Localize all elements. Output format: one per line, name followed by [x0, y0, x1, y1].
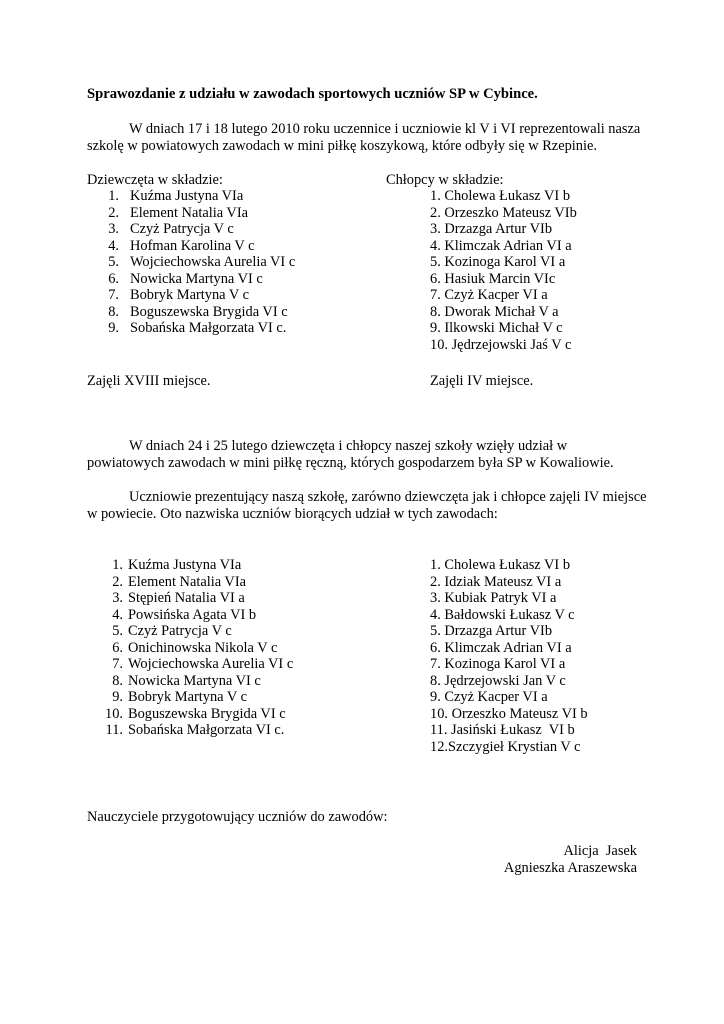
handball-paragraph: [87, 438, 647, 472]
list-item: 2. Idziak Mateusz VI a: [430, 573, 562, 590]
basketball-boys-list: [430, 188, 577, 353]
list-item-number: 4.: [112, 606, 123, 623]
list-item-number: 6.: [108, 270, 119, 287]
list-item: 7. Czyż Kacper VI a: [430, 287, 548, 303]
list-item-name: Wojciechowska Aurelia VI c: [130, 254, 296, 270]
list-item: 1. Cholewa Łukasz VI b: [430, 557, 571, 573]
list-item: [94, 270, 263, 288]
list-item-number: 3.: [112, 590, 123, 606]
list-item: 4. Bałdowski Łukasz V c: [430, 606, 575, 623]
list-item: [94, 188, 244, 205]
basketball-paragraph-text: W dniach 17 i 18 lutego 2010 roku uczennice i uczniowie kl V i VI reprezentowali nasza szkolę w powiatowych zawodach w mini piłkę koszykową, które odbyły się w Rzepinie.: [87, 121, 641, 154]
list-item-name: Czyż Patrycja V c: [128, 623, 232, 639]
list-item: 9. Czyż Kacper VI a: [430, 689, 548, 705]
list-item: [94, 287, 249, 304]
list-item-number: 10.: [105, 705, 123, 722]
list-item: [94, 237, 255, 255]
girls-header: Dziewczęta w składzie:: [87, 172, 223, 188]
list-item-name: Nowicka Martyna VI c: [128, 672, 261, 689]
girls-result: Zajęli XVIII miejsce.: [87, 373, 211, 389]
list-item-number: 2.: [108, 204, 119, 221]
list-item-number: 5.: [112, 623, 123, 639]
list-item-name: Hofman Karolina V c: [130, 237, 255, 254]
list-item: [99, 573, 247, 591]
teacher-name-2: Agnieszka Araszewska: [503, 860, 637, 876]
list-item: 5. Drzazga Artur VIb: [430, 623, 553, 639]
handball-boys-list: [430, 557, 588, 755]
list-item: 12.Szczygieł Krystian V c: [430, 738, 581, 755]
teacher-name-1: Alicja Jasek: [563, 843, 637, 859]
list-item-number: 7.: [112, 656, 123, 672]
list-item: [99, 705, 286, 723]
list-item-number: 4.: [108, 237, 119, 254]
list-item-number: 5.: [108, 254, 119, 270]
results-paragraph-text: Uczniowie prezentujący naszą szkołę, zarówno dziewczęta jak i chłopce zajęli IV miejsce w powiecie. Oto nazwiska uczniów biorących udział w tych zawodach:: [87, 489, 647, 522]
list-item-number: 3.: [108, 221, 119, 237]
list-item: [99, 639, 278, 657]
handball-girls-list: [99, 557, 294, 739]
list-item: [94, 221, 234, 238]
list-item-number: 9.: [112, 689, 123, 705]
list-item-number: 1.: [112, 557, 123, 573]
list-item-number: 9.: [108, 320, 119, 336]
list-item: [94, 303, 288, 321]
results-paragraph: [87, 489, 647, 523]
list-item: 2. Orzeszko Mateusz VIb: [430, 204, 577, 221]
list-item-number: 7.: [108, 287, 119, 303]
list-item: [99, 557, 242, 574]
handball-paragraph-text: W dniach 24 i 25 lutego dziewczęta i chłopcy naszej szkoły wzięły udział w powiatowych zawodach w mini piłkę ręczną, których gospodarzem była SP w Kowaliowie.: [87, 438, 614, 471]
list-item-name: Boguszewska Brygida VI c: [130, 303, 288, 320]
list-item-name: Bobryk Martyna V c: [130, 287, 249, 303]
list-item: 7. Kozinoga Karol VI a: [430, 656, 566, 672]
list-item: [99, 722, 285, 739]
list-item: [99, 606, 257, 624]
list-item: 6. Hasiuk Marcin VIc: [430, 270, 556, 287]
list-item: 9. Ilkowski Michał V c: [430, 320, 563, 336]
list-item-number: 2.: [112, 573, 123, 590]
list-item-name: Element Natalia VIa: [130, 204, 249, 221]
list-item-number: 11.: [105, 722, 123, 738]
list-item: 1. Cholewa Łukasz VI b: [430, 188, 571, 204]
basketball-paragraph: [87, 121, 647, 155]
list-item: 5. Kozinoga Karol VI a: [430, 254, 566, 270]
list-item: [94, 204, 249, 222]
list-item: [99, 590, 245, 607]
list-item: 11. Jasiński Łukasz VI b: [430, 722, 575, 738]
list-item: 4. Klimczak Adrian VI a: [430, 237, 572, 254]
list-item-number: 1.: [108, 188, 119, 204]
list-item-number: 6.: [112, 639, 123, 656]
list-item-name: Onichinowska Nikola V c: [128, 639, 278, 656]
list-item-name: Kuźma Justyna VIa: [130, 188, 244, 204]
document-title: Sprawozdanie z udziału w zawodach sportowych uczniów SP w Cybince.: [87, 86, 538, 102]
list-item: 3. Kubiak Patryk VI a: [430, 590, 557, 606]
boys-result: Zajęli IV miejsce.: [430, 373, 534, 389]
basketball-girls-list: [94, 188, 296, 337]
list-item: [99, 656, 294, 673]
list-item-name: Czyż Patrycja V c: [130, 221, 234, 237]
list-item: [94, 320, 287, 337]
list-item-name: Sobańska Małgorzata VI c.: [130, 320, 287, 336]
teachers-label: Nauczyciele przygotowujący uczniów do zawodów:: [87, 809, 388, 825]
list-item: 3. Drzazga Artur VIb: [430, 221, 553, 237]
list-item-name: Nowicka Martyna VI c: [130, 270, 263, 287]
list-item: [99, 623, 232, 640]
list-item-number: 8.: [108, 303, 119, 320]
list-item: 8. Dworak Michał V a: [430, 303, 559, 320]
list-item-name: Powsińska Agata VI b: [128, 606, 257, 623]
list-item-name: Element Natalia VIa: [128, 573, 247, 590]
list-item: 10. Orzeszko Mateusz VI b: [430, 705, 588, 722]
list-item: [99, 689, 247, 706]
list-item-name: Wojciechowska Aurelia VI c: [128, 656, 294, 672]
list-item-name: Sobańska Małgorzata VI c.: [128, 722, 285, 738]
list-item-name: Stępień Natalia VI a: [128, 590, 245, 606]
list-item: 8. Jędrzejowski Jan V c: [430, 672, 566, 689]
list-item: [99, 672, 261, 690]
list-item-name: Boguszewska Brygida VI c: [128, 705, 286, 722]
list-item-name: Kuźma Justyna VIa: [128, 557, 242, 573]
boys-header: Chłopcy w składzie:: [386, 172, 504, 188]
list-item: 10. Jędrzejowski Jaś V c: [430, 336, 572, 353]
list-item-number: 8.: [112, 672, 123, 689]
list-item-name: Bobryk Martyna V c: [128, 689, 247, 705]
list-item: [94, 254, 296, 271]
list-item: 6. Klimczak Adrian VI a: [430, 639, 572, 656]
